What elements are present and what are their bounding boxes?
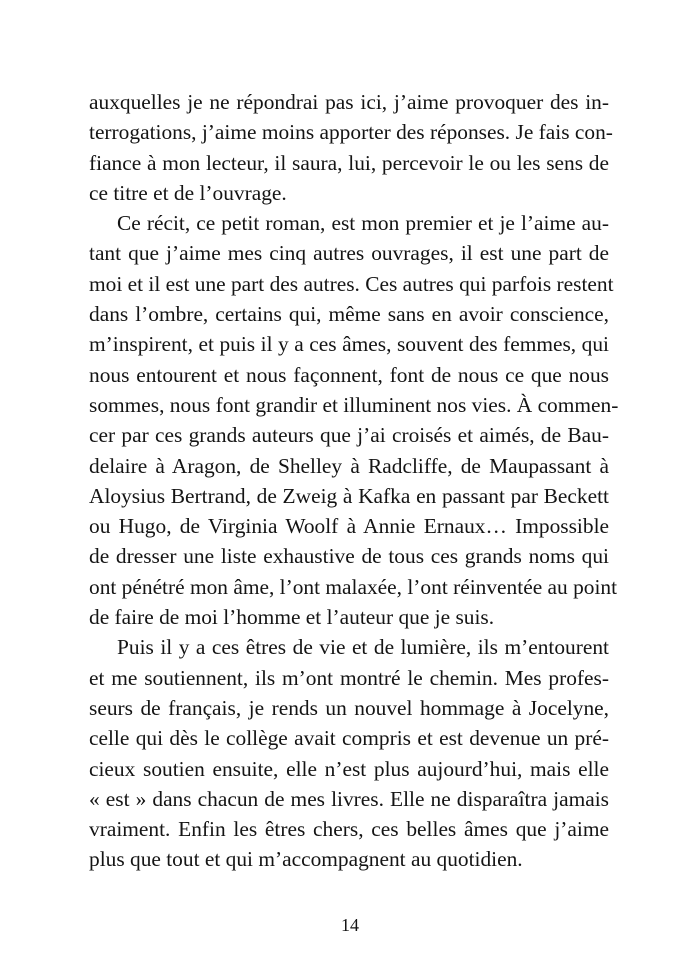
text-line: cer par ces grands auteurs que j’ai croisés et aimés, de Bau- bbox=[89, 423, 609, 448]
text-line: dans l’ombre, certains qui, même sans en avoir conscience, bbox=[89, 302, 609, 327]
text-line: ont pénétré mon âme, l’ont malaxée, l’ont réinventée au point bbox=[89, 574, 618, 599]
text-line: cieux soutien ensuite, elle n’est plus aujourd’hui, mais elle bbox=[89, 756, 609, 781]
page-body bbox=[89, 87, 619, 875]
text-line: sommes, nous font grandir et illuminent nos vies. À commen- bbox=[89, 392, 619, 417]
text-line: auxquelles je ne répondrai pas ici, j’aime provoquer des in- bbox=[89, 90, 609, 114]
text-line: plus que tout et qui m’accompagnent au quotidien. bbox=[89, 847, 523, 872]
text-line: Puis il y a ces êtres de vie et de lumière, ils m’entourent bbox=[117, 635, 609, 660]
text-line: Aloysius Bertrand, de Zweig à Kafka en passant par Beckett bbox=[89, 483, 609, 508]
text-line: seurs de français, je rends un nouvel hommage à Jocelyne, bbox=[89, 695, 609, 720]
page-number: 14 bbox=[341, 915, 359, 935]
paragraph-2 bbox=[89, 208, 619, 632]
text-line: vraiment. Enfin les êtres chers, ces belles âmes que j’aime bbox=[89, 817, 609, 842]
text-line: de faire de moi l’homme et l’auteur que je suis. bbox=[89, 605, 495, 630]
text-line: ou Hugo, de Virginia Woolf à Annie Ernaux… Impossible bbox=[89, 514, 609, 539]
text-line: terrogations, j’aime moins apporter des réponses. Je fais con- bbox=[89, 120, 613, 145]
text-line: delaire à Aragon, de Shelley à Radcliffe, de Maupassant à bbox=[89, 453, 609, 478]
text-line: ce titre et de l’ouvrage. bbox=[89, 180, 287, 205]
text-line: fiance à mon lecteur, il saura, lui, percevoir le ou les sens de bbox=[89, 150, 609, 175]
text-line: de dresser une liste exhaustive de tous ces grands noms qui bbox=[89, 544, 609, 569]
text-line: m’inspirent, et puis il y a ces âmes, souvent des femmes, qui bbox=[89, 332, 609, 357]
paragraph-3 bbox=[89, 632, 609, 874]
text-line: celle qui dès le collège avait compris et est devenue un pré- bbox=[89, 726, 609, 751]
text-line: moi et il est une part des autres. Ces autres qui parfois restent bbox=[89, 271, 614, 296]
text-line: Ce récit, ce petit roman, est mon premier et je l’aime au- bbox=[117, 211, 609, 236]
text-line: nous entourent et nous façonnent, font de nous ce que nous bbox=[89, 362, 609, 387]
text-line: tant que j’aime mes cinq autres ouvrages, il est une part de bbox=[89, 241, 609, 266]
text-line: « est » dans chacun de mes livres. Elle ne disparaîtra jamais bbox=[89, 786, 609, 811]
text-line: et me soutiennent, ils m’ont montré le chemin. Mes profes- bbox=[89, 665, 609, 690]
paragraph-1 bbox=[89, 87, 613, 208]
